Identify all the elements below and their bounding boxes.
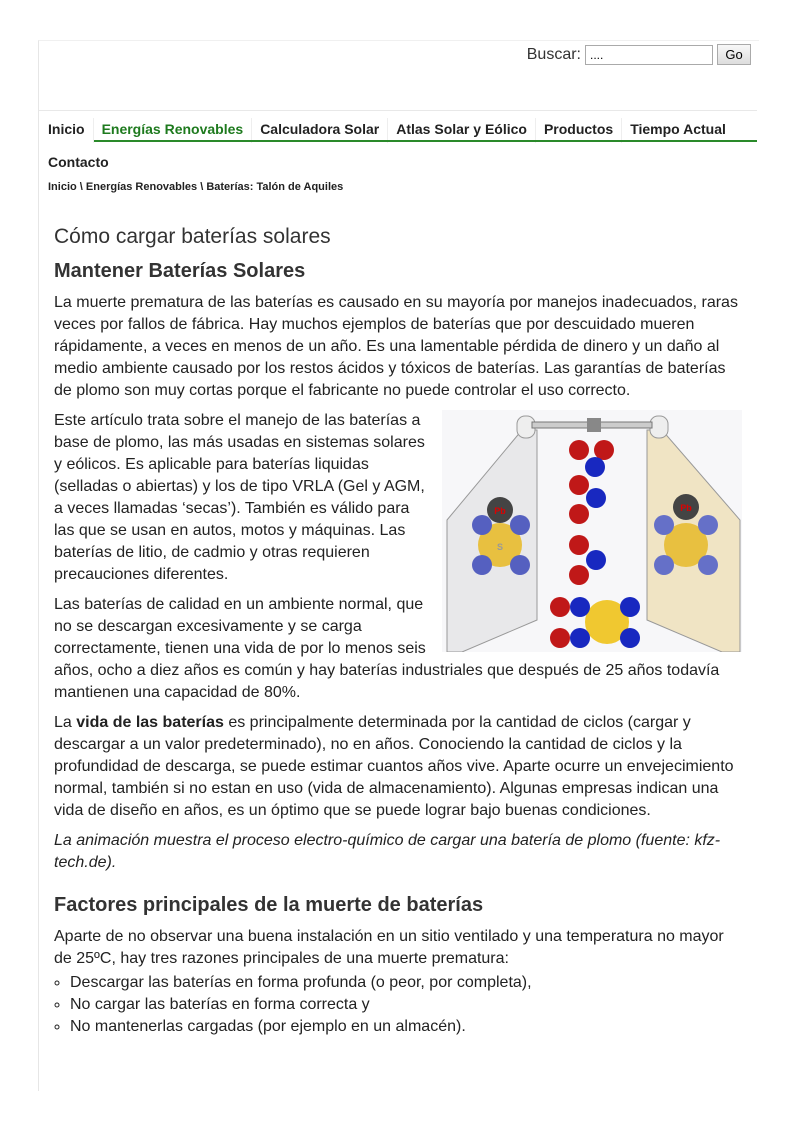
battery-charging-illustration [442,410,742,652]
nav-tiempo-actual[interactable]: Tiempo Actual [630,121,726,137]
text: La [54,714,77,731]
text: es principalmente determinada por la cantidad de ciclos (cargar y descargar a un valor predeterminado), no en años. Conociendo la cantidad de ciclos y la profundidad de descarga, se puede estimar cuantos años vive. Aparte ocurre un envejecimiento normal, también si no estan en uso (vida de almacenamiento). Algunas empresas indican una vida de diseño en años, es un óptimo que se puede lograr bajo buenas condiciones. [54,714,734,819]
nav-energias-renovables[interactable]: Energías Renovables [94,118,253,143]
main-nav [40,118,756,176]
paragraph: Este artículo trata sobre el manejo de las baterías a base de plomo, las más usadas en sistemas solares y eólicos. Es aplicable para baterías liquidas (selladas o abiertas) y los de tipo VRLA (Gel y AGM, a veces llamadas ‘secas’). También es válido para las que se usan en autos, motos y máquinas. Las baterías de litio, de cadmio y otras requieren precauciones diferentes. [54,412,425,583]
nav-contacto[interactable]: Contacto [48,154,109,170]
svg-text:Pb: Pb [680,503,692,513]
list-item: ◦ No cargar las baterías en forma correcta y [70,994,742,1016]
reasons-list [54,972,742,1038]
search-go-button[interactable]: Go [717,44,751,65]
breadcrumb: Inicio \ Energías Renovables \ Baterías: Talón de Aquiles [48,181,344,193]
article [54,226,742,1038]
page-title: Cómo cargar baterías solares [54,225,331,248]
nav-calculadora-solar[interactable]: Calculadora Solar [252,118,388,143]
paragraph: Las baterías de calidad en un ambiente normal, que no se descargan excesivamente y se carga correctamente, tienen una vida de por lo menos seis años, ocho a diez años es común y hay baterías industriales que después de 25 años todavía mantienen una capacidad de 80%. [54,596,720,701]
list-item: ◦ No mantenerlas cargadas (por ejemplo en un almacén). [70,1016,742,1038]
svg-text:S: S [496,542,504,552]
search-bar [527,44,751,65]
caption-text: La animación muestra el proceso electro-químico de cargar una batería de plomo (fuente: kfz-tech.de). [54,832,721,871]
emphasis: vida de las baterías [76,714,224,731]
section-heading: Mantener Baterías Solares [54,260,306,282]
paragraph [54,712,742,822]
search-label: Buscar: [526,45,581,63]
list-item: ◦ Descargar las baterías en forma profunda (o peor, por completa), [70,972,742,994]
divider [39,110,757,111]
nav-inicio[interactable]: Inicio [40,118,94,143]
nav-atlas-solar[interactable]: Atlas Solar y Eólico [388,118,536,143]
svg-text:Pb: Pb [494,506,506,516]
search-input[interactable] [585,45,713,65]
paragraph: La muerte prematura de las baterías es causado en su mayoría por manejos inadecuados, raras veces por fallos de fábrica. Hay muchos ejemplos de baterías que por descuidado mueren rápidamente, a veces en menos de un año. Es una lamentable pérdida de dinero y un daño al medio ambiente causado por los restos ácidos y tóxicos de baterías. Las garantías de baterías de plomo son muy cortas porque el fabricante no puede controlar el uso correcto. [54,294,738,399]
section-heading: Factores principales de la muerte de baterías [54,894,484,916]
paragraph: Aparte de no observar una buena instalación en un sitio ventilado y una temperatura no mayor de 25ºC, hay tres razones principales de una muerte prematura: [54,928,724,967]
nav-active-underline [94,140,757,142]
figure-caption [54,830,742,874]
nav-productos[interactable]: Productos [536,118,622,143]
